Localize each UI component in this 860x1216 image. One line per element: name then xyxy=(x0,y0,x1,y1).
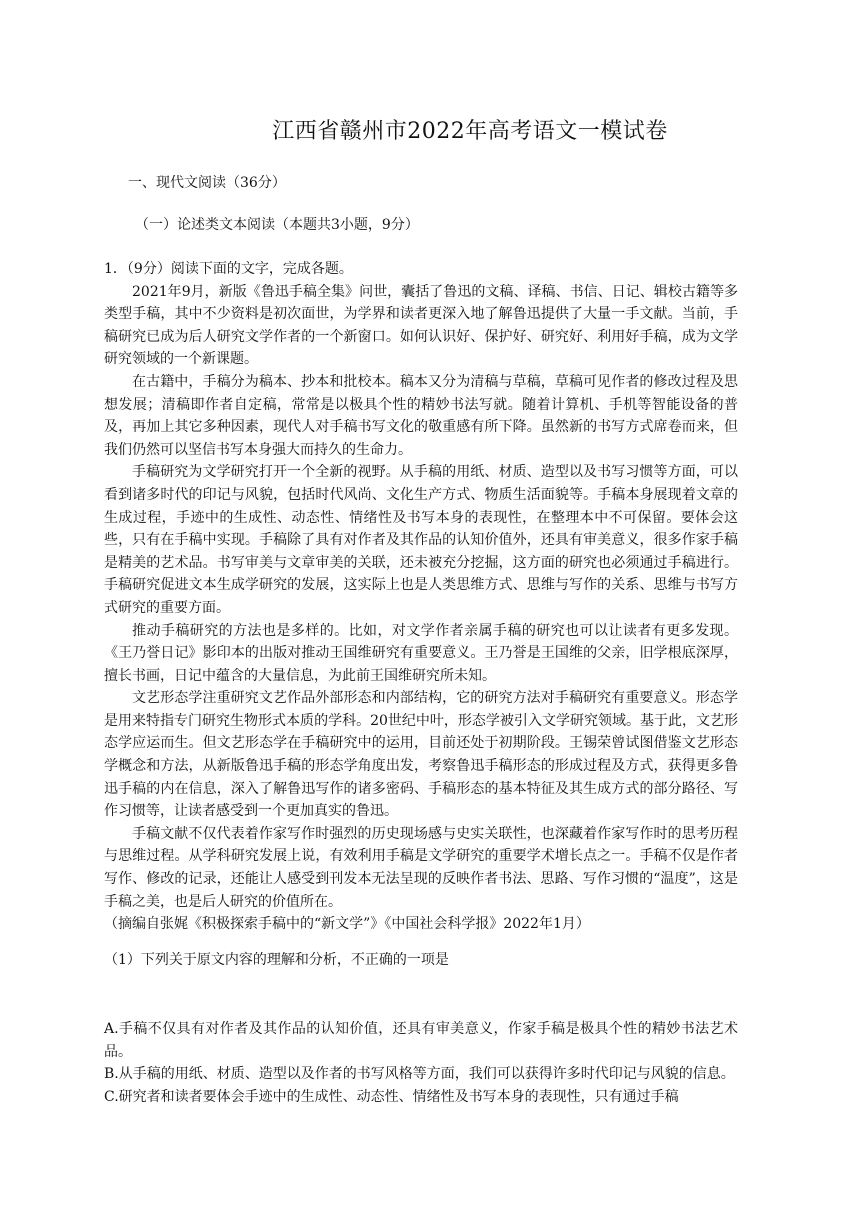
paragraph: 2021年9月，新版《鲁迅手稿全集》问世，囊括了鲁迅的文稿、译稿、书信、日记、辑校古籍等多类型手稿，其中不少资料是初次面世，为学界和读者更深入地了解鲁迅提供了大量一手文献。当前，手稿研究已成为后人研究文学作者的一个新窗口。如何认识好、保护好、研究好、利用好手稿，成为文学研究领域的一个新课题。 xyxy=(104,283,738,368)
answer-options xyxy=(104,1018,738,1108)
page-title: 江西省赣州市2022年高考语文一模试卷 xyxy=(272,119,668,144)
option-c: C.研究者和读者要体会手迹中的生成性、动态性、情绪性及书写本身的表现性，只有通过手稿 xyxy=(104,1088,679,1105)
option-b: B.从手稿的用纸、材质、造型以及作者的书写风格等方面，我们可以获得许多时代印记与风貌的信息。 xyxy=(104,1066,735,1083)
paragraph: 手稿文献不仅代表着作家写作时强烈的历史现场感与史实关联性，也深藏着作家写作时的思考历程与思维过程。从学科研究发展上说，有效利用手稿是文学研究的重要学术增长点之一。手稿不仅是作者写作、修改的记录，还能让人感受到刊发本无法呈现的反映作者书法、思路、写作习惯的“温度”，这是手稿之美，也是后人研究的价值所在。 xyxy=(104,825,738,910)
option-a: A.手稿不仅具有对作者及其作品的认知价值，还具有审美意义，作家手稿是极具个性的精妙书法艺术品。 xyxy=(104,1021,738,1060)
question-intro: 1．（9分）阅读下面的文字，完成各题。 xyxy=(104,261,353,277)
paragraph: 手稿研究为文学研究打开一个全新的视野。从手稿的用纸、材质、造型以及书写习惯等方面，可以看到诸多时代的印记与风貌，包括时代风尚、文化生产方式、物质生活面貌等。手稿本身展现着文章的生成过程，手迹中的生成性、动态性、情绪性及书写本身的表现性，在整理本中不可保留。要体会这些，只有在手稿中实现。手稿除了具有对作者及其作品的认知价值外，还具有审美意义，很多作家手稿是精美的艺术品。书写审美与文章审美的关联，还未被充分挖掘，这方面的研究也必须通过手稿进行。手稿研究促进文本生成学研究的发展，这实际上也是人类思维方式、思维与写作的关系、思维与书写方式研究的重要方面。 xyxy=(104,464,738,616)
source-citation: （摘编自张娓《积极探索手稿中的“新文学”》《中国社会科学报》2022年1月） xyxy=(104,916,590,933)
reading-passage xyxy=(104,258,738,936)
paragraph: 文艺形态学注重研究文艺作品外部形态和内部结构，它的研究方法对手稿研究有重要意义。形态学是用来特指专门研究生物形式本质的学科。20世纪中叶，形态学被引入文学研究领域。基于此，文艺形态学应运而生。但文艺形态学在手稿研究中的运用，目前还处于初期阶段。王锡荣曾试图借鉴文艺形态学概念和方法，从新版鲁迅手稿的形态学角度出发，考察鲁迅手稿形态的形成过程及方式，获得更多鲁迅手稿的内在信息，深入了解鲁迅写作的诸多密码、手稿形态的基本特征及其生成方式的部分路径、写作习惯等，让读者感受到一个更加真实的鲁迅。 xyxy=(104,690,738,820)
sub-question: （1）下列关于原文内容的理解和分析，不正确的一项是 xyxy=(104,952,449,968)
paragraph: 推动手稿研究的方法也是多样的。比如，对文学作者亲属手稿的研究也可以让读者有更多发现。《王乃誉日记》影印本的出版对推动王国维研究有重要意义。王乃誉是王国维的父亲，旧学根底深厚，擅长书画，日记中蕴含的大量信息，为此前王国维研究所未知。 xyxy=(104,622,738,684)
subsection-heading: （一）论述类文本阅读（本题共3小题，9分） xyxy=(135,217,419,233)
paragraph: 在古籍中，手稿分为稿本、抄本和批校本。稿本又分为清稿与草稿，草稿可见作者的修改过程及思想发展；清稿即作者自定稿，常常是以极具个性的精妙书法写就。随着计算机、手机等智能设备的普及，再加上其它多种因素，现代人对手稿书写文化的敬重感有所下降。虽然新的书写方式席卷而来，但我们仍然可以坚信书写本身强大而持久的生命力。 xyxy=(104,373,738,458)
section-heading: 一、现代文阅读（36分） xyxy=(128,175,286,191)
